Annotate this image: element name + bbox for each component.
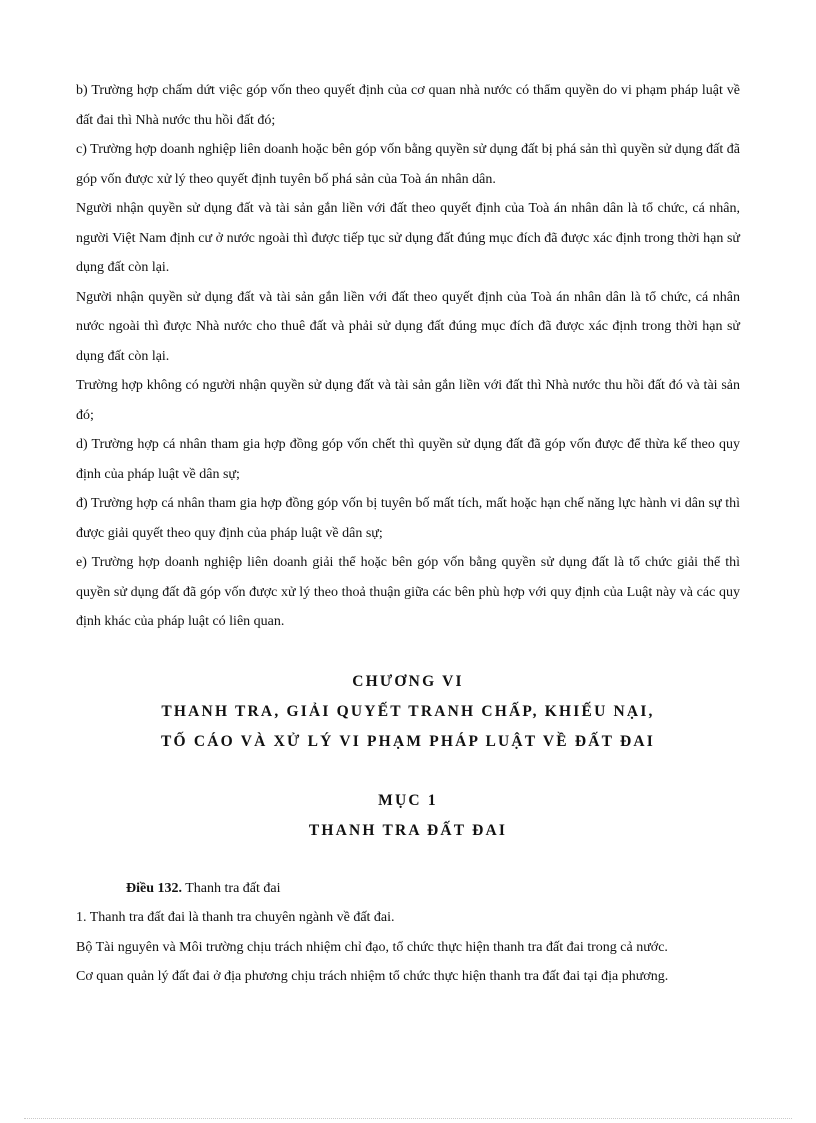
paragraph-dd: đ) Trường hợp cá nhân tham gia hợp đồng góp vốn bị tuyên bố mất tích, mất hoặc hạn chế năng lực hành vi dân sự thì được giải quyết theo quy định của pháp luật về dân sự; xyxy=(76,496,740,541)
document-page xyxy=(76,76,740,992)
paragraph-no-recipient: Trường hợp không có người nhận quyền sử dụng đất và tài sản gắn liền với đất thì Nhà nước thu hồi đất đó và tài sản đó; xyxy=(76,378,740,423)
chapter-heading xyxy=(76,667,740,846)
article-name: Thanh tra đất đai xyxy=(185,880,281,896)
paragraph-b: b) Trường hợp chấm dứt việc góp vốn theo quyết định của cơ quan nhà nước có thẩm quyền do vi phạm pháp luật về đất đai thì Nhà nước thu hồi đất đó; xyxy=(76,83,740,128)
paragraph-c: c) Trường hợp doanh nghiệp liên doanh hoặc bên góp vốn bằng quyền sử dụng đất bị phá sản thì quyền sử dụng đất đã góp vốn được xử lý theo quyết định tuyên bố phá sản của Toà án nhân dân. xyxy=(76,142,740,187)
article-132 xyxy=(76,874,740,992)
chapter-number: CHƯƠNG VI xyxy=(352,672,464,690)
article-paragraph-3: Cơ quan quản lý đất đai ở địa phương chịu trách nhiệm tổ chức thực hiện thanh tra đất đai tại địa phương. xyxy=(76,969,669,984)
paragraph-recipient-foreign: Người nhận quyền sử dụng đất và tài sản gắn liền với đất theo quyết định của Toà án nhân dân là tổ chức, cá nhân nước ngoài thì được Nhà nước cho thuê đất và phải sử dụng đất đúng mục đích đã được xác định trong thời hạn sử dụng đất còn lại. xyxy=(76,289,740,364)
section-title: THANH TRA ĐẤT ĐAI xyxy=(308,821,508,839)
article-label: Điều 132. xyxy=(126,880,182,896)
chapter-title-line-2: TỐ CÁO VÀ XỬ LÝ VI PHẠM PHÁP LUẬT VỀ ĐẤT ĐAI xyxy=(161,732,655,750)
section-heading xyxy=(76,786,740,846)
article-paragraph-1: 1. Thanh tra đất đai là thanh tra chuyên ngành về đất đai. xyxy=(76,910,395,925)
chapter-title-line-1: THANH TRA, GIẢI QUYẾT TRANH CHẤP, KHIẾU NẠI, xyxy=(161,702,655,720)
paragraph-recipient-domestic: Người nhận quyền sử dụng đất và tài sản gắn liền với đất theo quyết định của Toà án nhân dân là tổ chức, cá nhân, người Việt Nam định cư ở nước ngoài thì được tiếp tục sử dụng đất đúng mục đích đã được xác định trong thời hạn sử dụng đất còn lại. xyxy=(76,201,740,275)
paragraph-e: e) Trường hợp doanh nghiệp liên doanh giải thể hoặc bên góp vốn bằng quyền sử dụng đất là tổ chức giải thể thì quyền sử dụng đất đã góp vốn được xử lý theo thoả thuận giữa các bên phù hợp với quy định của Luật này và các quy định khác của pháp luật có liên quan. xyxy=(76,555,740,629)
paragraph-d: d) Trường hợp cá nhân tham gia hợp đồng góp vốn chết thì quyền sử dụng đất đã góp vốn được để thừa kế theo quy định của pháp luật về dân sự; xyxy=(76,437,740,482)
article-title xyxy=(76,874,740,904)
body-text-top xyxy=(76,76,740,637)
page-bottom-dotted-rule xyxy=(24,1118,792,1119)
article-paragraph-2: Bộ Tài nguyên và Môi trường chịu trách nhiệm chỉ đạo, tổ chức thực hiện thanh tra đất đai trong cả nước. xyxy=(76,939,668,955)
section-number: MỤC 1 xyxy=(378,791,438,809)
